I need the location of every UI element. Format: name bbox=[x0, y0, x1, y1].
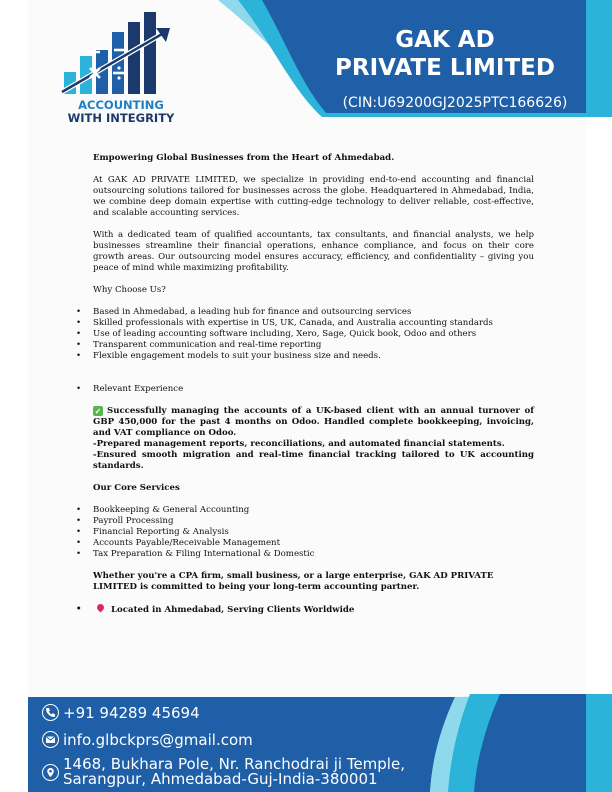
location-pin-icon bbox=[96, 603, 106, 613]
phone-icon bbox=[42, 704, 59, 721]
list-item: • Use of leading accounting software including, Xero, Sage, Quick book, Odoo and others bbox=[93, 329, 534, 340]
tagline-line1: ACCOUNTING bbox=[78, 98, 164, 112]
list-item: • Based in Ahmedabad, a leading hub for finance and outsourcing services bbox=[93, 307, 534, 318]
experience-line-2: -Prepared management reports, reconciliations, and automated financial statements. bbox=[93, 439, 505, 449]
company-name bbox=[312, 26, 578, 82]
logo-tagline bbox=[58, 99, 184, 125]
experience-line-3: -Ensured smooth migration and real-time financial tracking tailored to UK accounting standards. bbox=[93, 450, 534, 471]
email-icon bbox=[42, 731, 59, 748]
location-icon bbox=[42, 764, 59, 781]
experience-section bbox=[93, 384, 534, 395]
closing-paragraph: Whether you're a CPA firm, small business, or a large enterprise, GAK AD PRIVATE LIMITED is committed to being your long-term accounting partner. bbox=[93, 571, 494, 592]
footer-email bbox=[42, 731, 253, 748]
intro-paragraph: At GAK AD PRIVATE LIMITED, we specialize in providing end-to-end accounting and financial outsourcing solutions tailored for businesses across the globe. Headquartered in Ahmedabad, India, we combine deep domain expertise with cutting-edge technology to deliver reliable, cost-effective, and scalable accounting services. bbox=[93, 175, 534, 218]
team-paragraph: With a dedicated team of qualified accountants, tax consultants, and financial analysts, we help businesses streamline their financial operations, enhance compliance, and focus on their core growth areas. Our outsourcing model ensures accuracy, efficiency, and confidentiality – giving you peace of mind while maximizing profitability. bbox=[93, 230, 534, 273]
address-text bbox=[63, 757, 405, 787]
address-line-1: 1468, Bukhara Pole, Nr. Ranchodrai ji Temple, bbox=[63, 755, 405, 773]
list-item: • Skilled professionals with expertise in US, UK, Canada, and Australia accounting standards bbox=[93, 318, 534, 329]
list-item: • Bookkeeping & General Accounting bbox=[93, 505, 534, 516]
check-mark-icon: ✓ bbox=[94, 406, 102, 416]
company-name-line2: PRIVATE LIMITED bbox=[335, 55, 555, 81]
footer-phone bbox=[42, 704, 200, 721]
location-text: Located in Ahmedabad, Serving Clients Worldwide bbox=[111, 605, 355, 615]
why-heading: Why Choose Us? bbox=[93, 285, 166, 295]
list-item: • Payroll Processing bbox=[93, 516, 534, 527]
list-item: • Transparent communication and real-time reporting bbox=[93, 340, 534, 351]
list-item: • Accounts Payable/Receivable Management bbox=[93, 538, 534, 549]
services-heading: Our Core Services bbox=[93, 483, 180, 493]
footer-address bbox=[42, 757, 405, 787]
cin-number: (CIN:U69200GJ2025PTC166626) bbox=[342, 95, 568, 111]
address-line-2: Sarangpur, Ahmedabad-Guj-India-380001 bbox=[63, 770, 378, 788]
services-list bbox=[93, 505, 534, 560]
location-section bbox=[93, 604, 534, 616]
why-list bbox=[93, 307, 534, 362]
email-address[interactable]: info.glbckprs@gmail.com bbox=[63, 731, 253, 749]
intro-heading: Empowering Global Businesses from the Heart of Ahmedabad. bbox=[93, 153, 395, 163]
experience-heading: • Relevant Experience bbox=[93, 384, 534, 395]
list-item: • Financial Reporting & Analysis bbox=[93, 527, 534, 538]
phone-number[interactable]: +91 94289 45694 bbox=[63, 704, 200, 722]
experience-main: Successfully managing the accounts of a UK-based client with an annual turnover of GBP 450,000 for the past 4 months on Odoo. Handled complete bookkeeping, invoicing, and VAT compliance on Odoo. bbox=[93, 406, 534, 438]
tagline-line2: WITH INTEGRITY bbox=[67, 111, 175, 125]
location-item bbox=[93, 604, 534, 616]
main-content bbox=[93, 153, 534, 616]
experience-text bbox=[93, 406, 534, 439]
list-item: • Tax Preparation & Filing International & Domestic bbox=[93, 549, 534, 560]
list-item: • Flexible engagement models to suit your business size and needs. bbox=[93, 351, 534, 362]
company-name-line1: GAK AD bbox=[395, 27, 495, 53]
